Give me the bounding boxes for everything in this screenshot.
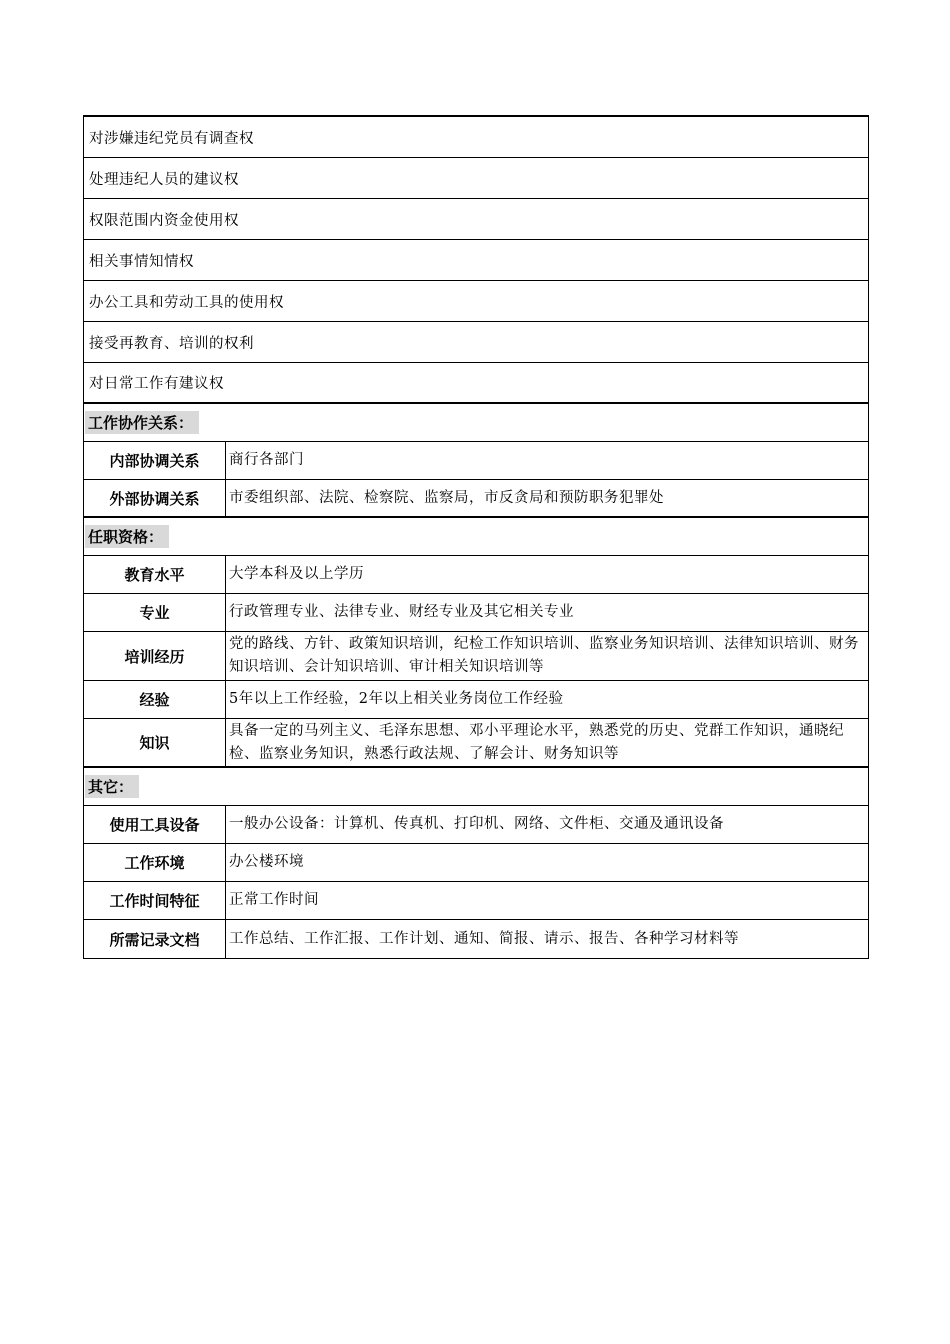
section-header-qualifications: [84, 518, 868, 556]
section-header-others: [84, 768, 868, 806]
section-header-cooperation: [84, 404, 868, 442]
row-value: 行政管理专业、法律专业、财经专业及其它相关专业: [229, 604, 574, 620]
row-label: 内部协调关系: [84, 442, 226, 479]
row-value: 市委组织部、法院、检察院、监察局，市反贪局和预防职务犯罪处: [229, 489, 664, 506]
external-coordination-row: [84, 480, 868, 518]
row-value: 办公楼环境: [229, 854, 304, 870]
row-value: 大学本科及以上学历: [229, 566, 364, 582]
row-label: 经验: [84, 681, 226, 718]
row-value: 5年以上工作经验，2年以上相关业务岗位工作经验: [229, 691, 564, 707]
major-row: [84, 594, 868, 632]
right-item: 办公工具和劳动工具的使用权: [89, 294, 284, 311]
row-value: 党的路线、方针、政策知识培训，纪检工作知识培训、监察业务知识培训、法律知识培训、财务知识培训、会计知识培训、审计相关知识培训等: [229, 636, 859, 675]
section-title: 其它：: [85, 775, 139, 798]
rights-row: [84, 199, 868, 240]
row-label: 外部协调关系: [84, 480, 226, 516]
row-value: 工作总结、工作汇报、工作计划、通知、简报、请示、报告、各种学习材料等: [229, 930, 739, 947]
rights-row: [84, 281, 868, 322]
right-item: 权限范围内资金使用权: [89, 212, 239, 229]
work-hours-row: [84, 882, 868, 920]
row-value: 正常工作时间: [229, 892, 319, 908]
education-row: [84, 556, 868, 594]
row-label: 所需记录文档: [84, 920, 226, 958]
row-value: 一般办公设备：计算机、传真机、打印机、网络、文件柜、交通及通讯设备: [229, 816, 724, 832]
rights-row: [84, 363, 868, 404]
right-item: 对日常工作有建议权: [89, 376, 224, 392]
row-label: 工作时间特征: [84, 882, 226, 919]
documents-row: [84, 920, 868, 958]
right-item: 相关事情知情权: [89, 253, 194, 270]
row-label: 知识: [84, 719, 226, 766]
right-item: 处理违纪人员的建议权: [89, 171, 239, 188]
rights-row: [84, 117, 868, 158]
knowledge-row: [84, 719, 868, 768]
training-row: [84, 632, 868, 681]
row-label: 培训经历: [84, 632, 226, 680]
right-item: 接受再教育、培训的权利: [89, 335, 254, 352]
section-title: 任职资格：: [85, 525, 169, 548]
row-label: 专业: [84, 594, 226, 631]
job-description-table: [83, 115, 869, 959]
environment-row: [84, 844, 868, 882]
row-value: 商行各部门: [229, 452, 304, 468]
row-label: 工作环境: [84, 844, 226, 881]
section-title: 工作协作关系：: [85, 411, 199, 434]
rights-row: [84, 240, 868, 281]
row-label: 使用工具设备: [84, 806, 226, 843]
internal-coordination-row: [84, 442, 868, 480]
right-item: 对涉嫌违纪党员有调查权: [89, 130, 254, 147]
row-label: 教育水平: [84, 556, 226, 593]
experience-row: [84, 681, 868, 719]
tools-row: [84, 806, 868, 844]
rights-row: [84, 322, 868, 363]
row-value: 具备一定的马列主义、毛泽东思想、邓小平理论水平，熟悉党的历史、党群工作知识，通晓纪检、监察业务知识，熟悉行政法规、了解会计、财务知识等: [229, 722, 844, 762]
rights-row: [84, 158, 868, 199]
